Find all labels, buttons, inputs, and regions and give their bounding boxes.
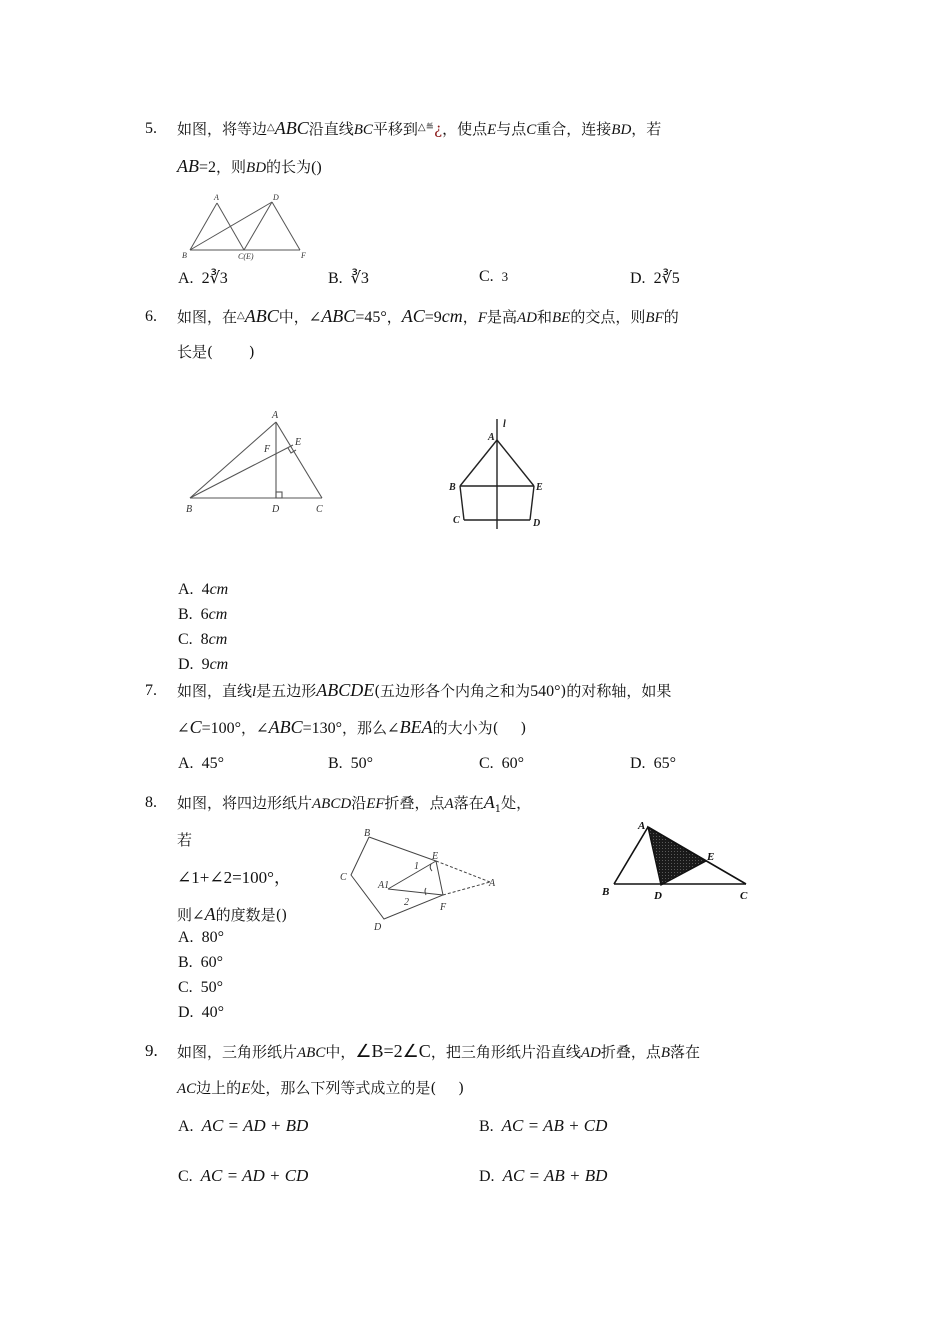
question-5-line-1: 如图，将等边△ABC沿直线BC平移到△≝¿，使点E与点C重合，连接BD，若 <box>177 118 662 138</box>
svg-text:F: F <box>440 902 447 913</box>
question-8-figure-fold <box>336 826 506 936</box>
svg-text:A: A <box>214 193 219 202</box>
svg-text:C(E): C(E) <box>238 252 254 261</box>
option-a[interactable]: A. 45° <box>178 755 224 772</box>
svg-text:A: A <box>638 820 646 832</box>
svg-text:C: C <box>340 872 347 883</box>
option-d[interactable]: D. 9cm <box>178 656 229 673</box>
svg-text:l: l <box>503 419 506 430</box>
svg-text:B: B <box>449 482 456 493</box>
option-c[interactable]: C. 3 <box>479 268 509 285</box>
question-8-figure-triangle <box>596 815 756 905</box>
svg-text:D: D <box>273 193 279 202</box>
option-d[interactable]: D. 40° <box>178 1004 224 1021</box>
option-c[interactable]: C. 8cm <box>178 631 228 648</box>
question-number: 9. <box>145 1041 158 1060</box>
option-d[interactable]: D. 65° <box>630 755 676 772</box>
option-b[interactable]: B. 6cm <box>178 606 228 623</box>
svg-text:A1: A1 <box>378 880 390 891</box>
question-9-line-1: 如图，三角形纸片ABC中，∠B=2∠C，把三角形纸片沿直线AD折叠，点B落在 <box>177 1041 701 1061</box>
svg-text:A: A <box>272 410 279 421</box>
svg-text:D: D <box>654 890 662 902</box>
option-b[interactable]: B. ∛3 <box>328 270 369 287</box>
question-8-line-1: 如图，将四边形纸片ABCD沿EF折叠，点A落在$A_1$处， <box>177 792 532 815</box>
option-d[interactable]: D. 2∛5 <box>630 270 680 287</box>
question-6-line-2: 长是( ) <box>177 343 255 361</box>
option-c[interactable]: C. 50° <box>178 979 224 996</box>
question-7-line-1: 如图，直线l是五边形ABCDE(五边形各个内角之和为540°)的对称轴，如果 <box>177 680 672 700</box>
svg-text:D: D <box>272 504 280 515</box>
question-5-figure <box>178 190 318 262</box>
question-8-line-4: 则∠A的度数是() <box>177 904 288 924</box>
option-a[interactable]: A. 80° <box>178 929 224 946</box>
svg-text:B: B <box>186 504 193 515</box>
option-b[interactable]: B. 60° <box>178 954 224 971</box>
option-a[interactable]: A. AC = AD + BD <box>178 1116 309 1135</box>
option-c[interactable]: C. 60° <box>479 755 525 772</box>
svg-text:E: E <box>536 482 543 493</box>
svg-text:C: C <box>453 515 460 526</box>
option-c[interactable]: C. AC = AD + CD <box>178 1166 309 1185</box>
question-6-line-1: 如图，在△ABC中，∠ABC=45°，AC=9cm，F是高AD和BE的交点，则BF的 <box>177 306 679 326</box>
svg-text:1: 1 <box>414 861 419 872</box>
svg-text:E: E <box>707 851 715 863</box>
svg-text:D: D <box>374 922 382 933</box>
question-5-line-2: AB=2，则BD的长为() <box>177 156 322 176</box>
question-number: 7. <box>145 682 157 699</box>
question-6-figure-triangle <box>180 405 335 515</box>
svg-text:D: D <box>533 518 541 529</box>
question-number: 6. <box>145 308 157 325</box>
svg-text:2: 2 <box>404 897 409 908</box>
svg-text:A: A <box>489 878 496 889</box>
question-number: 8. <box>145 794 157 811</box>
svg-text:F: F <box>301 251 306 260</box>
svg-text:E: E <box>295 437 302 448</box>
option-b[interactable]: B. 50° <box>328 755 374 772</box>
question-8-line-2: 若 <box>177 831 193 849</box>
svg-text:A: A <box>488 432 495 443</box>
option-d[interactable]: D. AC = AB + BD <box>479 1166 608 1185</box>
option-a[interactable]: A. 4cm <box>178 581 229 598</box>
svg-text:E: E <box>432 851 439 862</box>
svg-text:C: C <box>740 890 748 902</box>
option-a[interactable]: A. 2∛3 <box>178 270 228 287</box>
option-b[interactable]: B. AC = AB + CD <box>479 1116 608 1135</box>
question-7-line-2: ∠C=100°，∠ABC=130°，那么∠BEA的大小为( ) <box>177 717 527 737</box>
svg-text:B: B <box>364 828 371 839</box>
svg-text:B: B <box>182 251 187 260</box>
question-9-line-2: AC边上的E处，那么下列等式成立的是( ) <box>177 1079 465 1097</box>
svg-text:C: C <box>316 504 323 515</box>
question-8-line-3: ∠1+∠2=100°， <box>177 868 291 887</box>
question-number: 5. <box>145 120 157 137</box>
question-6-figure-pentagon <box>445 415 555 535</box>
svg-text:B: B <box>602 886 610 898</box>
svg-text:F: F <box>264 444 271 455</box>
